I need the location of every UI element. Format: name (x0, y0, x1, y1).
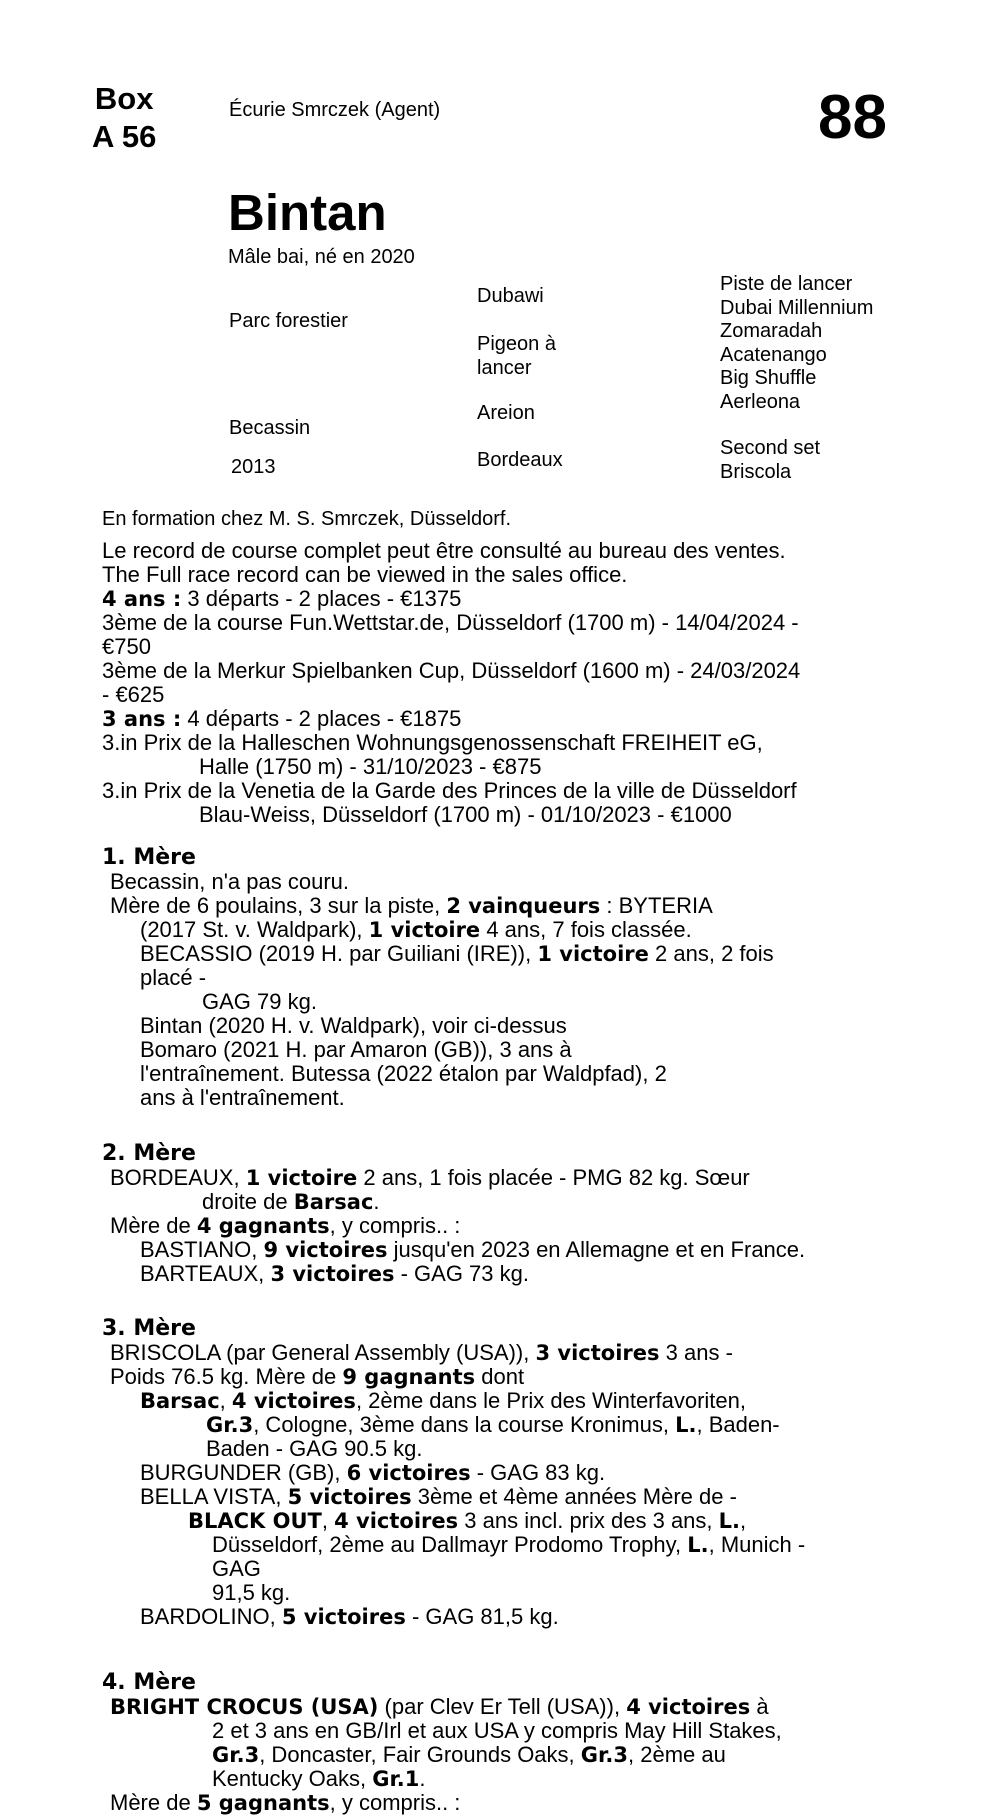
dam-section-3: 3. Mère BRISCOLA (par General Assembly (USA)), 3 victoires 3 ans - Poids 76.5 kg. Mère de 9 gagnants dont Barsac, 4 victoires, 2ème dans le Prix des Winterfavoriten, Gr.3, Cologne, 3ème dans la course Kronimus, L., Baden- Baden - GAG 90.5 kg. BURGUNDER (GB), 6 victoires - GAG 83 kg. BELLA VISTA, 5 victoires 3ème et 4ème années Mère de - BLACK OUT, 4 victoires 3 ans incl. prix des 3 ans, L., Düsseldorf, 2ème au Dallmayr Prodomo Trophy, L., Munich - GAG 91,5 kg. BARDOLINO, 5 victoires - GAG 81,5 kg. (102, 1317, 906, 1629)
pedigree-dam: Becassin (229, 417, 311, 439)
section-title: 1. Mère (102, 845, 196, 870)
pedigree-dam-dam: Bordeaux (477, 449, 563, 471)
consignor: Écurie Smrczek (Agent) (229, 99, 441, 121)
horse-description: Mâle bai, né en 2020 (228, 246, 415, 268)
box-label: Box A 56 (92, 81, 157, 154)
pedigree-g3-2: Dubai Millennium (720, 297, 874, 319)
pedigree-g3-6: Aerleona (720, 391, 801, 413)
section-title: 2. Mère (102, 1141, 196, 1166)
pedigree-sire-dam: Pigeon à lancer (477, 333, 556, 379)
horse-name: Bintan (228, 184, 387, 241)
pedigree-g3-5: Big Shuffle (720, 367, 817, 389)
dam-section-1: 1. Mère Becassin, n'a pas couru. Mère de 6 poulains, 3 sur la piste, 2 vainqueurs : BYTERIA (2017 St. v. Waldpark), 1 victoire 4 ans, 7 fois classée. BECASSIO (2019 H. par Guiliani (IRE)), 1 victoire 2 ans, 2 fois placé - GAG 79 kg. Bintan (2020 H. v. Waldpark), voir ci-dessus Bomaro (2021 H. par Amaron (GB)), 3 ans à l'entraînement. Butessa (2022 étalon par Waldpfad), 2 ans à l'entraînement. (102, 846, 906, 1110)
pedigree-dam-sire: Areion (477, 402, 535, 424)
section-title: 4. Mère (102, 1670, 196, 1695)
pedigree-sire: Parc forestier (229, 310, 348, 332)
pedigree-g3-3: Zomaradah (720, 320, 823, 342)
pedigree-g3-7: Second set (720, 437, 821, 459)
pedigree-g3-1: Piste de lancer (720, 273, 853, 295)
training-info: En formation chez M. S. Smrczek, Düsseldorf. (102, 508, 512, 530)
pedigree-sire-sire: Dubawi (477, 285, 544, 307)
dam-section-4: 4. Mère BRIGHT CROCUS (USA) (par Clev Er Tell (USA)), 4 victoires à 2 et 3 ans en GB/Irl et aux USA y compris May Hill Stakes, Gr.3, Doncaster, Fair Grounds Oaks, Gr.3, 2ème au Kentucky Oaks, Gr.1. Mère de 5 gagnants, y compris.. : (102, 1671, 906, 1815)
lot-number: 88 (818, 83, 887, 152)
pedigree-dam-year: 2013 (231, 456, 276, 478)
section-title: 3. Mère (102, 1316, 196, 1341)
race-record: Le record de course complet peut être consulté au bureau des ventes. The Full race record can be viewed in the sales office. 4 ans : 3 départs - 2 places - €1375 3ème de la course Fun.Wettstar.de, Düsseldorf (1700 m) - 14/04/2024 - €750 3ème de la Merkur Spielbanken Cup, Düsseldorf (1600 m) - 24/03/2024 - €625 3 ans : 4 départs - 2 places - €1875 3.in Prix de la Halleschen Wohnungsgenossenschaft FREIHEIT eG, Halle (1750 m) - 31/10/2023 - €875 3.in Prix de la Venetia de la Garde des Princes de la ville de Düsseldorf Blau-Weiss, Düsseldorf (1700 m) - 01/10/2023 - €1000 (102, 538, 801, 827)
pedigree-g3-8: Briscola (720, 461, 792, 483)
dam-section-2: 2. Mère BORDEAUX, 1 victoire 2 ans, 1 fois placée - PMG 82 kg. Sœur droite de Barsac. Mère de 4 gagnants, y compris.. : BASTIANO, 9 victoires jusqu'en 2023 en Allemagne et en France. BARTEAUX, 3 victoires - GAG 73 kg. (102, 1142, 906, 1286)
pedigree-g3-4: Acatenango (720, 344, 827, 366)
